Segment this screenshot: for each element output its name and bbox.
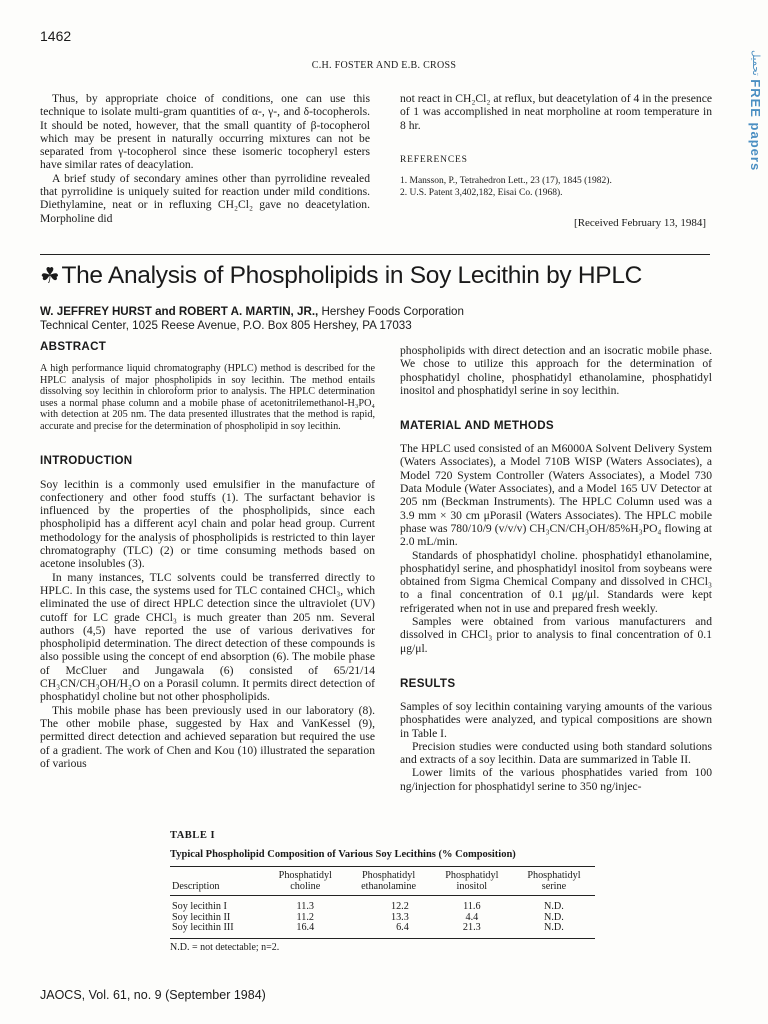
previous-article-left-column xyxy=(40,92,370,225)
table-cell: 11.2 xyxy=(296,911,314,923)
journal-footer: JAOCS, Vol. 61, no. 9 (September 1984) xyxy=(40,988,266,1002)
introduction-continued: phospholipids with direct detection and an isocratic mobile phase. We chose to utilize this approach for the determination of phosphatidyl choline, phosphatidyl ethanolamine, phosphatidyl inositol and phosphatidyl serine in soy lecithin. xyxy=(400,344,712,397)
table-cell: Soy lecithin I xyxy=(172,901,227,913)
materials-paragraph: The HPLC used consisted of an M6000A Solvent Delivery System (Waters Associates), a Model 710B WISP (Waters Associates), a Model 720 System Controller (Waters Associates), a Model 730 Data Module (Water Associates), and a Model 165 UV Detector at 205 nm (Beckman Instruments). The HPLC Column used was a 3.9 mm × 30 cm μPorasil (Waters Associates). The HPLC mobile phase was 780/10/9 (v/v/v) CH₃CN/CH₃OH/85%H₃PO₄ flowing at 2.0 mL/min. xyxy=(400,442,712,549)
article-authors xyxy=(40,304,464,319)
column-header-serine: Phosphatidyl serine xyxy=(527,870,581,892)
results-paragraph: Lower limits of the various phosphatides varied from 100 ng/injection for phosphatidyl serine to 350 ng/injec- xyxy=(400,766,712,793)
abstract-heading: ABSTRACT xyxy=(40,340,107,353)
table-i xyxy=(170,830,600,953)
table-cell: 11.3 xyxy=(296,901,314,913)
table-cell: Soy lecithin II xyxy=(172,911,231,923)
table-cell: Soy lecithin III xyxy=(172,922,234,934)
previous-paragraph: Thus, by appropriate choice of conditions, one can use this technique to isolate multi-gram quantities of α-, γ-, and δ-tocopherols. It should be noted, however, that the small quantity of β-tocopherol which may be present in naturally occurring mixtures can not be separated from γ-tocopherol since these isomeric tocopheryl esters have similar rates of deacylation. xyxy=(40,92,370,172)
table-cell: N.D. xyxy=(544,922,564,934)
introduction-paragraph: Soy lecithin is a commonly used emulsifier in the manufacture of confectionery and other food stuffs (1). The surfactant behavior is influenced by the properties of the phospholipids, since each phospholipid has a different acyl chain and polar head group. Current methodology for the analysis of phospholipids is restricted to thin layer chromatography (TLC) (2) or time consuming methods based on acetone insolubles (3). xyxy=(40,477,375,571)
clover-icon: ☘ xyxy=(40,263,60,288)
abstract-text: A high performance liquid chromatography (HPLC) method is described for the HPLC analysis of major phospholipids in soy lecithin. The method entails dissolving soy lecithin in chloroform prior to analysis. The HPLC determination uses a normal phase column and a mobile phase of acetonitrilemethanol-H₃PO₄ with detection at 205 nm. The data presented illustrates that the method is rapid, accurate and precise for the determination of phospholipid in soy lecithin. xyxy=(40,363,375,432)
table-cell: 6.4 xyxy=(396,922,409,934)
results-paragraph: Precision studies were conducted using both standard solutions and extracts of a soy lecithin. Data are summarized in Table II. xyxy=(400,739,712,767)
author-names: W. JEFFREY HURST and ROBERT A. MARTIN, JR., xyxy=(40,305,319,318)
reference-item: 2. U.S. Patent 3,402,182, Eisai Co. (1968). xyxy=(400,188,563,199)
article-affiliation: Technical Center, 1025 Reese Avenue, P.O. Box 805 Hershey, PA 17033 xyxy=(40,319,412,332)
table-cell: 13.3 xyxy=(390,911,409,923)
reference-item: 1. Mansson, P., Tetrahedron Lett., 23 (17), 1845 (1982). xyxy=(400,176,612,187)
watermark-line-3: papers xyxy=(748,122,763,172)
watermark-line-2: FREE xyxy=(748,79,763,118)
materials-paragraph: Standards of phosphatidyl choline. phosphatidyl ethanolamine, phosphatidyl serine, and phosphatidyl inositol from soybeans were obtained from Sigma Chemical Company and dissolved in CHCl₃ to a final concentration of 0.1 μg/μl. Standards were kept refrigerated when not in use and prepared fresh weekly. xyxy=(400,548,712,615)
column-header-ethanolamine: Phosphatidyl ethanolamine xyxy=(361,870,416,892)
author-organization: Hershey Foods Corporation xyxy=(318,305,464,318)
free-papers-watermark xyxy=(749,50,762,171)
table-cell: 16.4 xyxy=(296,922,315,934)
table-header-row xyxy=(170,867,595,896)
table-cell: 11.6 xyxy=(463,901,481,913)
previous-article-right-column xyxy=(400,92,712,230)
introduction-paragraph: This mobile phase has been previously used in our laboratory (8). The other mobile phase, suggested by Hax and VanKessel (9), permitted direct detection and achieved separation but required the use of a gradient. The work of Chen and Kou (10) illustrated the separation of various xyxy=(40,703,375,770)
results-heading: RESULTS xyxy=(400,676,456,690)
introduction-paragraph: In many instances, TLC solvents could be transferred directly to HPLC. In this case, the systems used for TLC contained CHCl₃, which eliminated the use of direct HPLC detection since the ultraviolet (UV) cutoff for LC grade CHCl₃ is much greater than 205 nm. Several authors (4,5) have reported the use of various derivatives for phospholipid determination. The direct detection of these compounds is also possible using the concept of end absorption (6). The mobile phase of McCluer and Jungawala (6) consisted of 65/21/14 CH₃CN/CH₃OH/H₂O on a Porasil column. It permits direct detection of phosphatidyl choline but not other phospholipids. xyxy=(40,570,375,704)
table-row xyxy=(170,923,595,938)
previous-paragraph: A brief study of secondary amines other than pyrrolidine revealed that pyrrolidine is uniquely suited for reaction under mild conditions. Diethylamine, neat or in refluxing CH₂Cl₂ gave no deacetylation. Morpholine did xyxy=(40,171,370,225)
table-cell: 4.4 xyxy=(465,911,479,923)
right-column xyxy=(400,344,712,793)
table-row xyxy=(170,896,595,913)
table-title: Typical Phospholipid Composition of Various Soy Lecithins (% Composition) xyxy=(170,849,516,860)
table-label: TABLE I xyxy=(170,830,216,841)
materials-paragraph: Samples were obtained from various manufacturers and dissolved in CHCl₃ prior to analysis to final concentration of 0.1 μg/μl. xyxy=(400,615,712,655)
watermark-line-1: تحميل xyxy=(750,50,761,76)
previous-paragraph-continued: not react in CH₂Cl₂ at reflux, but deacetylation of 4 in the presence of 1 was accomplished in neat morpholine at room temperature in 8 hr. xyxy=(400,92,712,132)
running-head: C.H. FOSTER AND E.B. CROSS xyxy=(311,60,457,71)
article-divider xyxy=(40,254,710,255)
article-title-text: The Analysis of Phospholipids in Soy Lecithin by HPLC xyxy=(61,262,643,289)
table-footnote: N.D. = not detectable; n=2. xyxy=(170,941,280,953)
composition-table xyxy=(170,866,595,939)
column-header-description: Description xyxy=(172,880,220,892)
page-number: 1462 xyxy=(40,28,72,44)
column-header-choline: Phosphatidyl choline xyxy=(278,870,332,892)
materials-heading: MATERIAL AND METHODS xyxy=(400,419,554,433)
table-cell: N.D. xyxy=(544,901,564,913)
table-cell: N.D. xyxy=(544,911,564,923)
table-cell: 21.3 xyxy=(462,922,481,934)
table-cell: 12.2 xyxy=(390,901,409,913)
received-date: [Received February 13, 1984] xyxy=(574,217,706,230)
references-heading: REFERENCES xyxy=(400,154,468,165)
left-column xyxy=(40,340,375,770)
results-paragraph: Samples of soy lecithin containing varying amounts of the various phosphatides were analyzed, and typical compositions are shown in Table I. xyxy=(400,699,712,740)
column-header-inositol: Phosphatidyl inositol xyxy=(445,870,499,892)
introduction-heading: INTRODUCTION xyxy=(40,453,133,467)
references-list xyxy=(400,175,712,199)
article-title xyxy=(40,262,730,290)
